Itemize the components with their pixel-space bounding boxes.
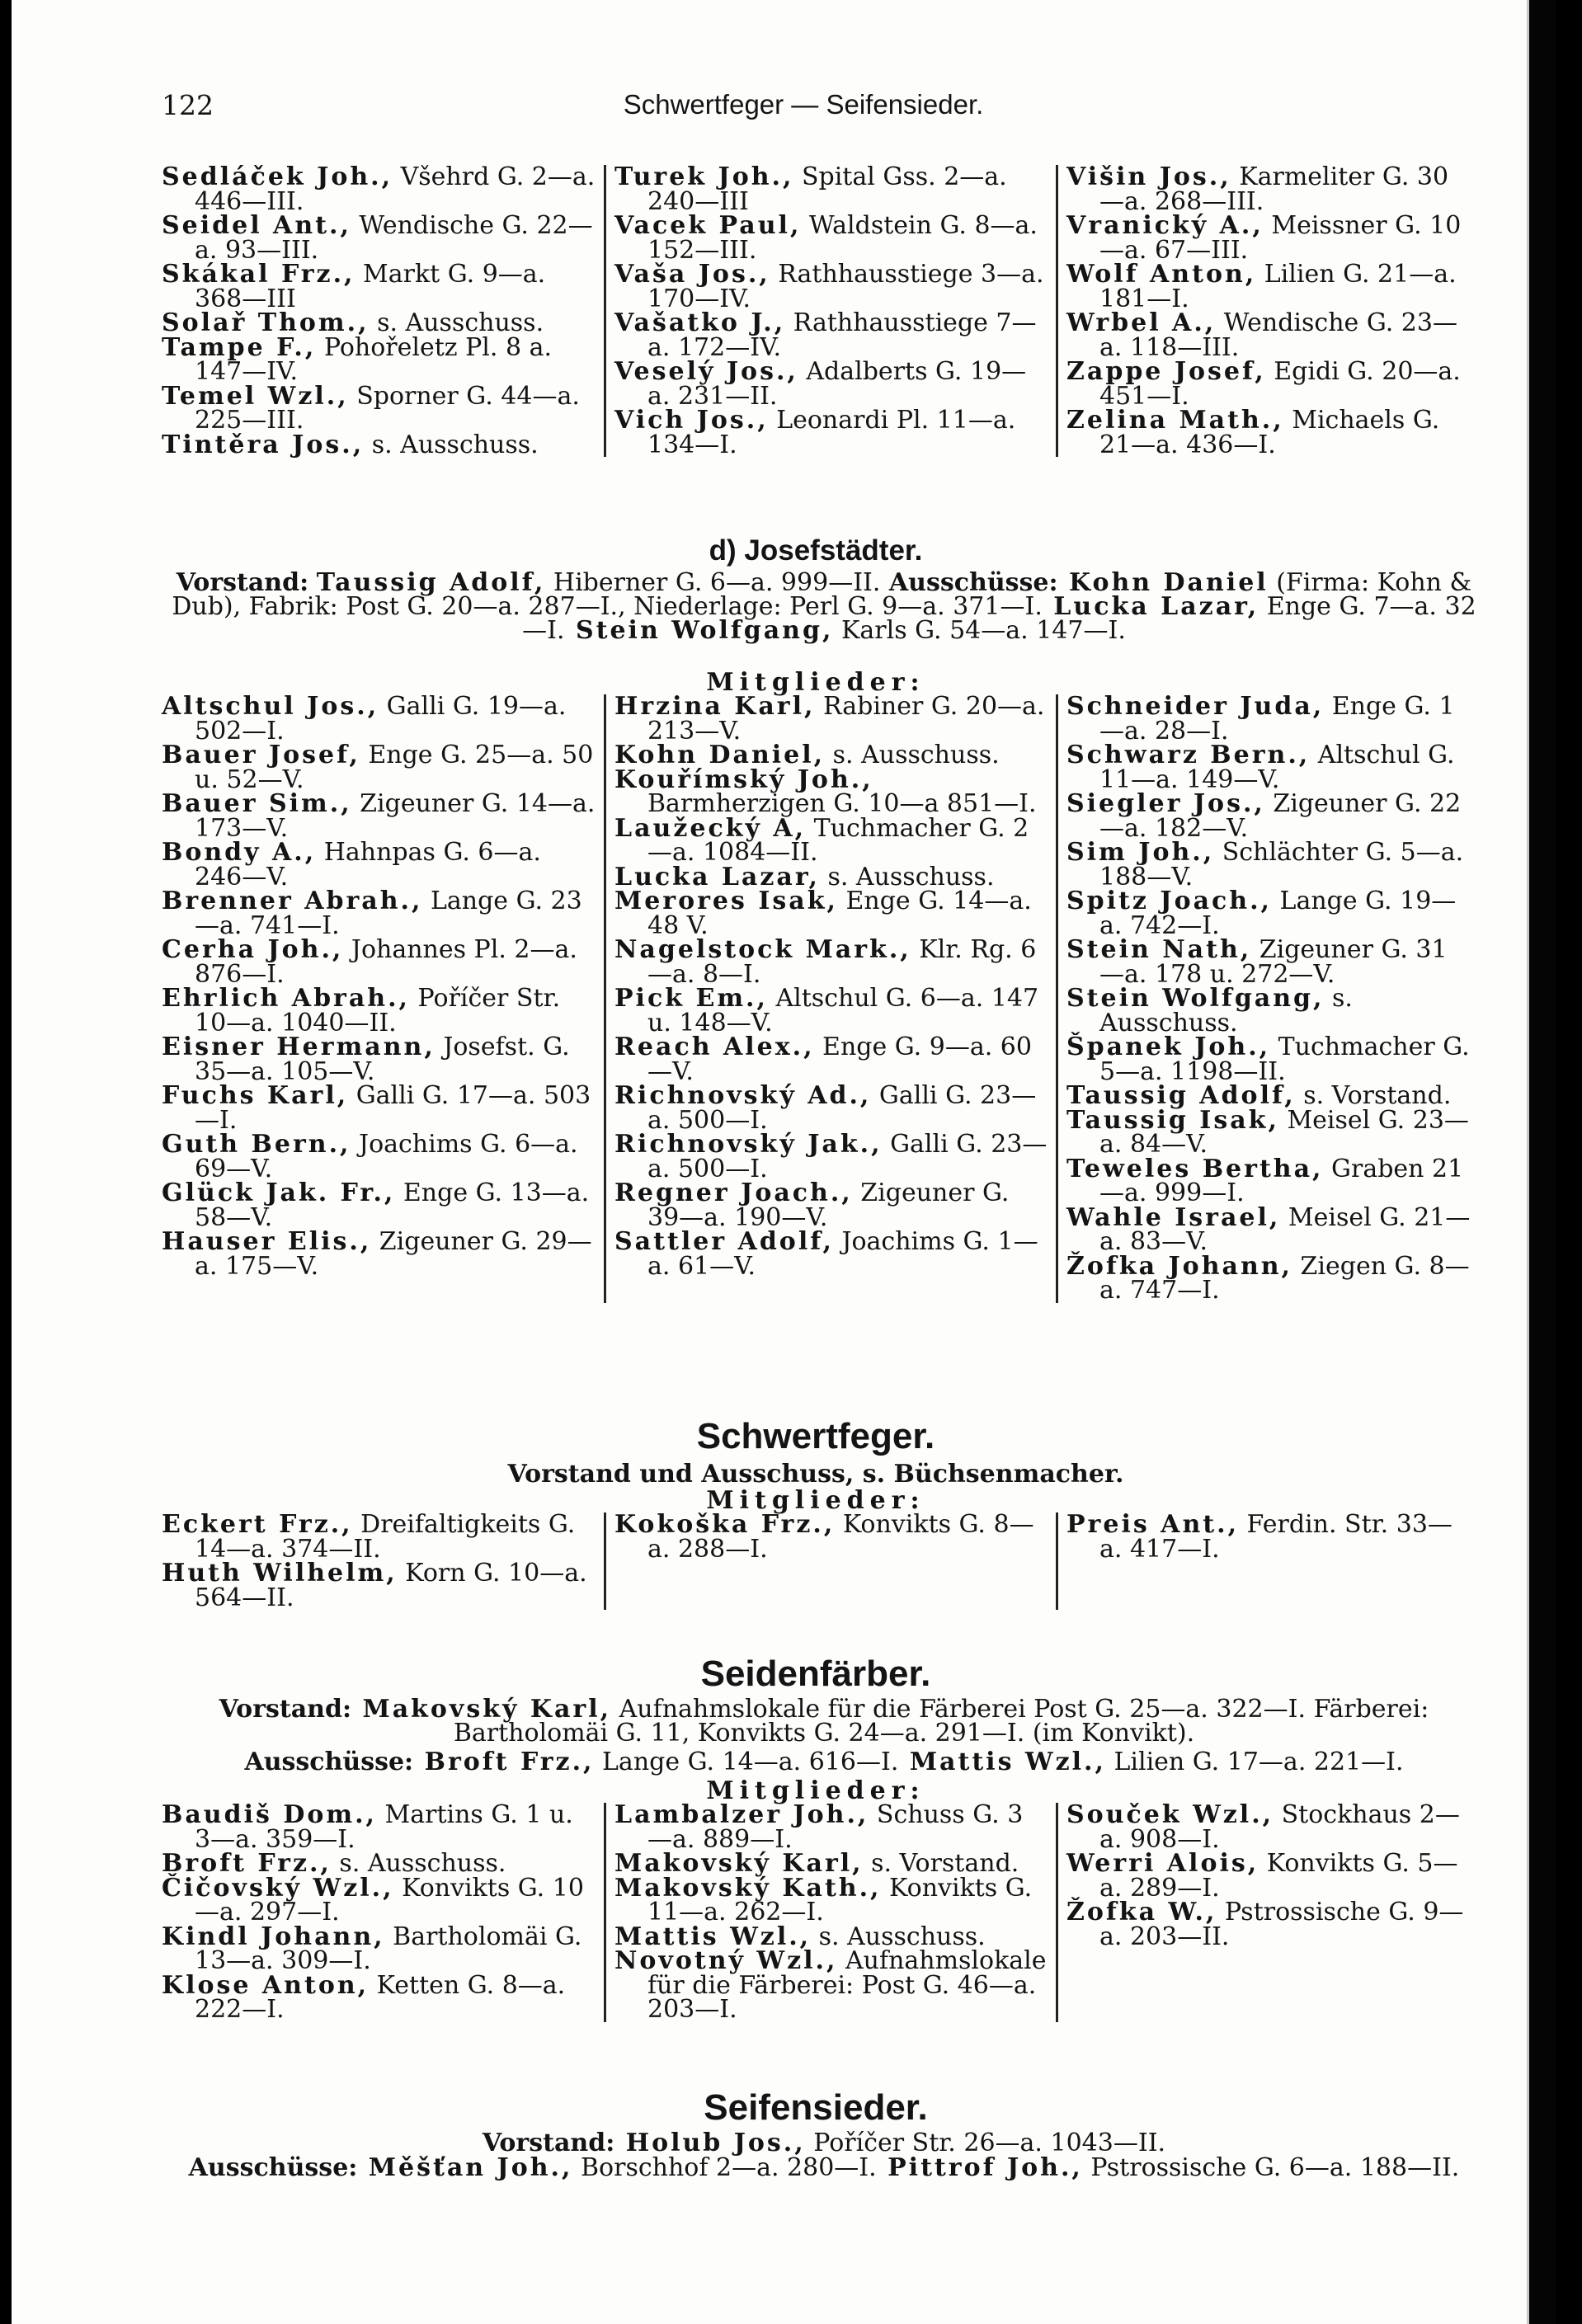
list-item: Huth Wilhelm, Korn G. 10—a. 564—II. xyxy=(162,1559,587,1612)
list-item: Wolf Anton, Lilien G. 21—a. 181—I. xyxy=(1066,260,1457,313)
column-middle xyxy=(604,1800,1056,2024)
list-item: Skákal Frz., Markt G. 9—a. 368—III xyxy=(162,260,546,313)
page-header xyxy=(152,89,1455,130)
vorstand-seidenfaerber: Vorstand: Makovský Karl, Aufnahmslokale für die Färberei Post G. 25—a. 322—I. Färberei: Bartholomäi G. 11, Konvikts G. 24—a. 291—I. (im Konvikt). xyxy=(219,1695,1429,1748)
list-item: Taussig Adolf, s. Vorstand. xyxy=(1066,1081,1452,1110)
page-number: 122 xyxy=(162,89,214,121)
book-page xyxy=(12,0,1556,2324)
list-item: Siegler Jos., Zigeuner G. 22—a. 182—V. xyxy=(1066,789,1462,843)
list-item: Kohn Daniel, s. Ausschuss. xyxy=(614,741,1000,769)
column-left xyxy=(152,162,604,459)
column-left xyxy=(152,1512,604,1610)
vorstand-schwertfeger: Vorstand und Ausschuss, s. Büchsenmacher. xyxy=(507,1460,1124,1489)
list-item: Pick Em., Altschul G. 6—a. 147 u. 148—V. xyxy=(614,984,1039,1037)
list-item: Hrzina Karl, Rabiner G. 20—a. 213—V. xyxy=(614,692,1045,746)
list-item: Cerha Joh., Johannes Pl. 2—a. 876—I. xyxy=(162,935,577,989)
list-item: Španek Joh., Tuchmacher G. 5—a. 1198—II. xyxy=(1066,1033,1470,1086)
list-item: Bauer Josef, Enge G. 25—a. 50 u. 52—V. xyxy=(162,741,594,794)
list-item: Schwarz Bern., Altschul G. 11—a. 149—V. xyxy=(1066,741,1455,794)
list-item: Temel Wzl., Sporner G. 44—a. 225—III. xyxy=(162,381,580,435)
list-item: Žofka Johann, Ziegen G. 8—a. 747—I. xyxy=(1066,1251,1470,1305)
members-heading: Mitglieder: xyxy=(706,1486,925,1515)
list-item: Klose Anton, Ketten G. 8—a. 222—I. xyxy=(162,1970,566,2024)
list-item: Tampe F., Pohořeletz Pl. 8 a. 147—IV. xyxy=(162,332,553,386)
list-item: Wrbel A., Wendische G. 23—a. 118—III. xyxy=(1066,308,1457,362)
columns-josefstaedter xyxy=(152,694,1480,1303)
column-middle xyxy=(604,694,1056,1303)
list-item: Hauser Elis., Zigeuner G. 29—a. 175—V. xyxy=(162,1227,592,1281)
ausschuss-seidenfaerber: Ausschüsse: Broft Frz., Lange G. 14—a. 616—I. Mattis Wzl., Lilien G. 17—a. 221—I. xyxy=(244,1748,1404,1776)
list-item: Taussig Isak, Meisel G. 23—a. 84—V. xyxy=(1066,1105,1469,1159)
list-item: Turek Joh., Spital Gss. 2—a. 240—III xyxy=(614,162,1007,216)
list-item: Regner Joach., Zigeuner G. 39—a. 190—V. xyxy=(614,1178,1010,1232)
list-item: Seidel Ant., Wendische G. 22—a. 93—III. xyxy=(162,211,593,265)
page-edge-shadow xyxy=(1529,0,1556,2324)
list-item: Fuchs Karl, Galli G. 17—a. 503—I. xyxy=(162,1081,591,1135)
list-item: Vranický A., Meissner G. 10—a. 67—III. xyxy=(1066,211,1462,265)
list-item: Sedláček Joh., Všehrd G. 2—a. 446—III. xyxy=(162,162,596,216)
list-item: Ehrlich Abrah., Poříčer Str. 10—a. 1040—II. xyxy=(162,984,561,1037)
list-item: Stein Nath, Zigeuner G. 31—a. 178 u. 272—V. xyxy=(1066,935,1448,989)
list-item: Zappe Josef, Egidi G. 20—a. 451—I. xyxy=(1066,357,1461,411)
column-middle xyxy=(604,1512,1056,1610)
list-item: Višin Jos., Karmeliter G. 30—a. 268—III. xyxy=(1066,162,1449,216)
list-item: Richnovský Ad., Galli G. 23—a. 500—I. xyxy=(614,1081,1037,1135)
list-item: Solař Thom., s. Ausschuss. xyxy=(162,308,544,337)
list-item: Eisner Hermann, Josefst. G. 35—a. 105—V. xyxy=(162,1033,570,1086)
section-title-seidenfaerber: Seidenfärber. xyxy=(700,1654,931,1694)
list-item: Merores Isak, Enge G. 14—a. 48 V. xyxy=(614,887,1032,940)
section-subtitle-josefstaedter: d) Josefstädter. xyxy=(709,534,923,567)
list-item: Reach Alex., Enge G. 9—a. 60—V. xyxy=(614,1033,1032,1086)
list-item: Makovský Kath., Konvikts G. 11—a. 262—I. xyxy=(614,1873,1033,1926)
list-item: Kindl Johann, Bartholomäi G. 13—a. 309—I. xyxy=(162,1922,582,1975)
list-item: Žofka W., Pstrossische G. 9—a. 203—II. xyxy=(1066,1898,1464,1951)
columns-seidenfaerber xyxy=(152,1800,1480,2024)
list-item: Vašatko J., Rathhausstiege 7—a. 172—IV. xyxy=(614,308,1037,362)
list-item: Nagelstock Mark., Klr. Rg. 6—a. 8—I. xyxy=(614,935,1037,989)
list-item: Glück Jak. Fr., Enge G. 13—a. 58—V. xyxy=(162,1178,590,1232)
list-item: Vacek Paul, Waldstein G. 8—a. 152—III. xyxy=(614,211,1038,265)
list-item: Bauer Sim., Zigeuner G. 14—a. 173—V. xyxy=(162,789,596,843)
column-right xyxy=(1056,1512,1480,1610)
list-item: Richnovský Jak., Galli G. 23—a. 500—I. xyxy=(614,1130,1048,1183)
columns-schwertfeger xyxy=(152,1512,1480,1610)
list-item: Altschul Jos., Galli G. 19—a. 502—I. xyxy=(162,692,567,746)
column-right xyxy=(1056,162,1480,459)
list-item: Veselý Jos., Adalberts G. 19—a. 231—II. xyxy=(614,357,1027,411)
running-title: Schwertfeger — Seifensieder. xyxy=(623,89,984,120)
list-item: Teweles Bertha, Graben 21—a. 999—I. xyxy=(1066,1154,1464,1207)
section-title-seifensieder: Seifensieder. xyxy=(704,2087,928,2128)
list-item: Schneider Juda, Enge G. 1—a. 28—I. xyxy=(1066,692,1455,746)
column-right xyxy=(1056,694,1480,1303)
list-item: Baudiš Dom., Martins G. 1 u. 3—a. 359—I. xyxy=(162,1800,573,1854)
list-item: Guth Bern., Joachims G. 6—a. 69—V. xyxy=(162,1130,578,1183)
list-item: Lucka Lazar, s. Ausschuss. xyxy=(614,862,995,891)
list-item: Sattler Adolf, Joachims G. 1—a. 61—V. xyxy=(614,1227,1038,1281)
vorstand-josefstaedter: Vorstand: Taussig Adolf, Hiberner G. 6—a. 999—II. Ausschüsse: Kohn Daniel (Firma: Kohn & Dub), Fabrik: Post G. 20—a. 287—I., Niederlage: Perl G. 9—a. 371—I. Lucka Lazar, Enge G. 7—a. 32—I. Stein Wolfgang, Karls G. 54—a. 147—I. xyxy=(172,568,1476,645)
list-item: Stein Wolfgang, s. Ausschuss. xyxy=(1066,984,1353,1037)
list-item: Makovský Karl, s. Vorstand. xyxy=(614,1849,1019,1878)
list-item: Lambalzer Joh., Schuss G. 3—a. 889—I. xyxy=(614,1800,1024,1854)
list-item: Čičovský Wzl., Konvikts G. 10—a. 297—I. xyxy=(162,1873,584,1926)
list-item: Novotný Wzl., Aufnahmslokale für die Färberei: Post G. 46—a. 203—I. xyxy=(614,1946,1047,2024)
list-item: Vich Jos., Leonardi Pl. 11—a. 134—I. xyxy=(614,406,1016,459)
column-right xyxy=(1056,1800,1480,2022)
list-item: Kouřímský Joh., Barmherzigen G. 10—a 851—I. xyxy=(614,764,1037,818)
column-left xyxy=(152,694,604,1303)
list-item: Mattis Wzl., s. Ausschuss. xyxy=(614,1922,986,1951)
list-item: Werri Alois, Konvikts G. 5—a. 289—I. xyxy=(1066,1849,1458,1903)
list-item: Wahle Israel, Meisel G. 21—a. 83—V. xyxy=(1066,1202,1471,1256)
list-item: Bondy A., Hahnpas G. 6—a. 246—V. xyxy=(162,838,541,891)
members-heading: Mitglieder: xyxy=(706,668,925,697)
list-item: Broft Frz., s. Ausschuss. xyxy=(162,1849,506,1878)
vorstand-seifensieder: Vorstand: Holub Jos., Poříčer Str. 26—a. 1043—II. xyxy=(482,2129,1166,2157)
list-item: Vaša Jos., Rathhausstiege 3—a. 170—IV. xyxy=(614,260,1044,313)
column-left xyxy=(152,1800,604,2024)
ausschuss-seifensieder: Ausschüsse: Měšťan Joh., Borschhof 2—a. 280—I. Pittrof Joh., Pstrossische G. 6—a. 188—II. xyxy=(188,2153,1460,2182)
list-item: Souček Wzl., Stockhaus 2—a. 908—I. xyxy=(1066,1800,1460,1854)
list-item: Sim Joh., Schlächter G. 5—a. 188—V. xyxy=(1066,838,1464,891)
members-heading: Mitglieder: xyxy=(706,1776,925,1805)
list-item: Brenner Abrah., Lange G. 23—a. 741—I. xyxy=(162,887,582,940)
list-item: Zelina Math., Michaels G. 21—a. 436—I. xyxy=(1066,406,1440,459)
list-item: Preis Ant., Ferdin. Str. 33—a. 417—I. xyxy=(1066,1510,1453,1564)
list-item: Eckert Frz., Dreifaltigkeits G. 14—a. 374—II. xyxy=(162,1510,576,1564)
list-item: Tintěra Jos., s. Ausschuss. xyxy=(162,430,539,459)
column-middle xyxy=(604,162,1056,459)
list-item: Laužecký A, Tuchmacher G. 2—a. 1084—II. xyxy=(614,813,1029,867)
columns-previous-section xyxy=(152,162,1480,459)
section-title-schwertfeger: Schwertfeger. xyxy=(696,1416,935,1456)
list-item: Kokoška Frz., Konvikts G. 8—a. 288—I. xyxy=(614,1510,1034,1564)
list-item: Spitz Joach., Lange G. 19—a. 742—I. xyxy=(1066,887,1457,940)
